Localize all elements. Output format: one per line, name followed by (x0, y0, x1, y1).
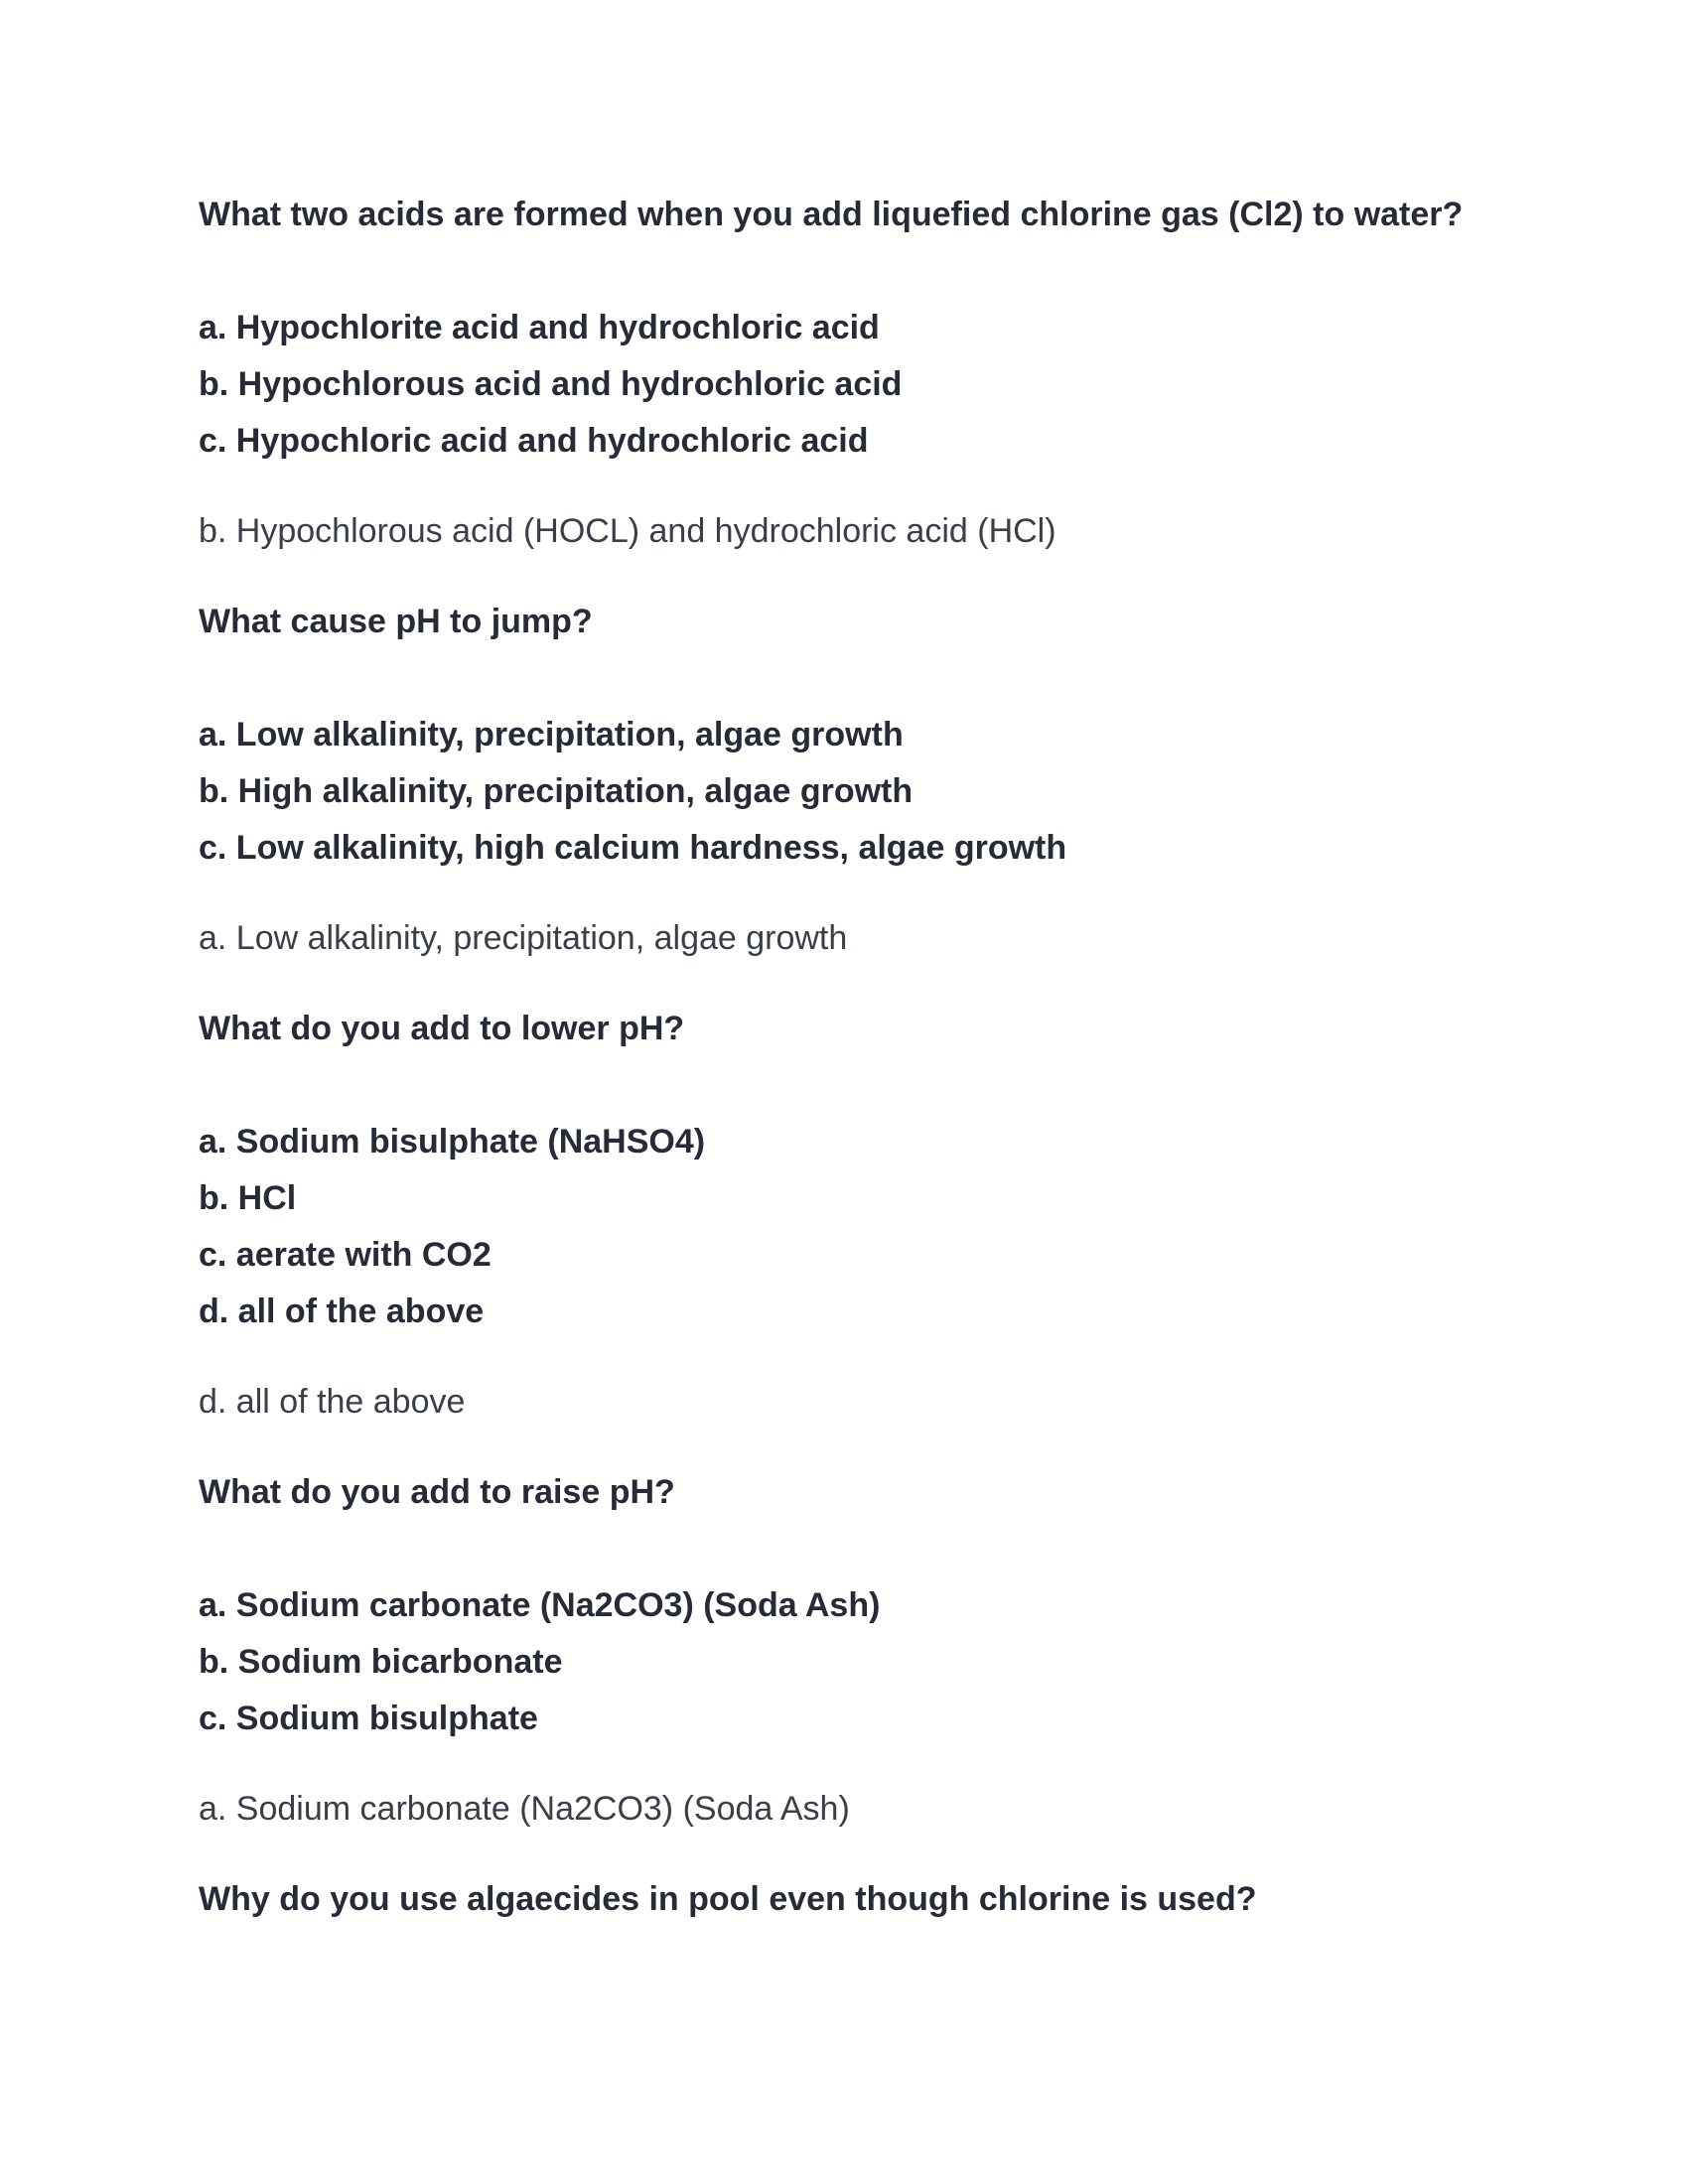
question-5: Why do you use algaecides in pool even though chlorine is used? (199, 1880, 1257, 1918)
question-1-answer: b. Hypochlorous acid (HOCL) and hydrochloric acid (HCl) (199, 512, 1056, 550)
question-3: What do you add to lower pH? (199, 1010, 685, 1047)
question-2-option-c: c. Low alkalinity, high calcium hardness, algae growth (199, 829, 1067, 867)
question-1: What two acids are formed when you add liquefied chlorine gas (Cl2) to water? (199, 196, 1464, 233)
question-4-option-c: c. Sodium bisulphate (199, 1700, 538, 1737)
question-3-answer: d. all of the above (199, 1383, 466, 1421)
question-1-option-a: a. Hypochlorite acid and hydrochloric acid (199, 309, 880, 346)
question-4-answer: a. Sodium carbonate (Na2CO3) (Soda Ash) (199, 1790, 850, 1828)
question-3-option-d: d. all of the above (199, 1293, 485, 1330)
question-1-option-b: b. Hypochlorous acid and hydrochloric acid (199, 365, 903, 403)
question-4: What do you add to raise pH? (199, 1473, 675, 1511)
question-4-option-b: b. Sodium bicarbonate (199, 1643, 563, 1681)
question-3-option-c: c. aerate with CO2 (199, 1236, 492, 1274)
question-3-option-a: a. Sodium bisulphate (NaHSO4) (199, 1123, 706, 1160)
question-2: What cause pH to jump? (199, 603, 593, 640)
question-4-option-a: a. Sodium carbonate (Na2CO3) (Soda Ash) (199, 1586, 881, 1624)
question-2-option-a: a. Low alkalinity, precipitation, algae growth (199, 716, 904, 753)
question-2-option-b: b. High alkalinity, precipitation, algae growth (199, 772, 914, 810)
question-1-option-c: c. Hypochloric acid and hydrochloric acid (199, 422, 869, 460)
question-3-option-b: b. HCl (199, 1179, 297, 1217)
question-2-answer: a. Low alkalinity, precipitation, algae growth (199, 919, 848, 957)
